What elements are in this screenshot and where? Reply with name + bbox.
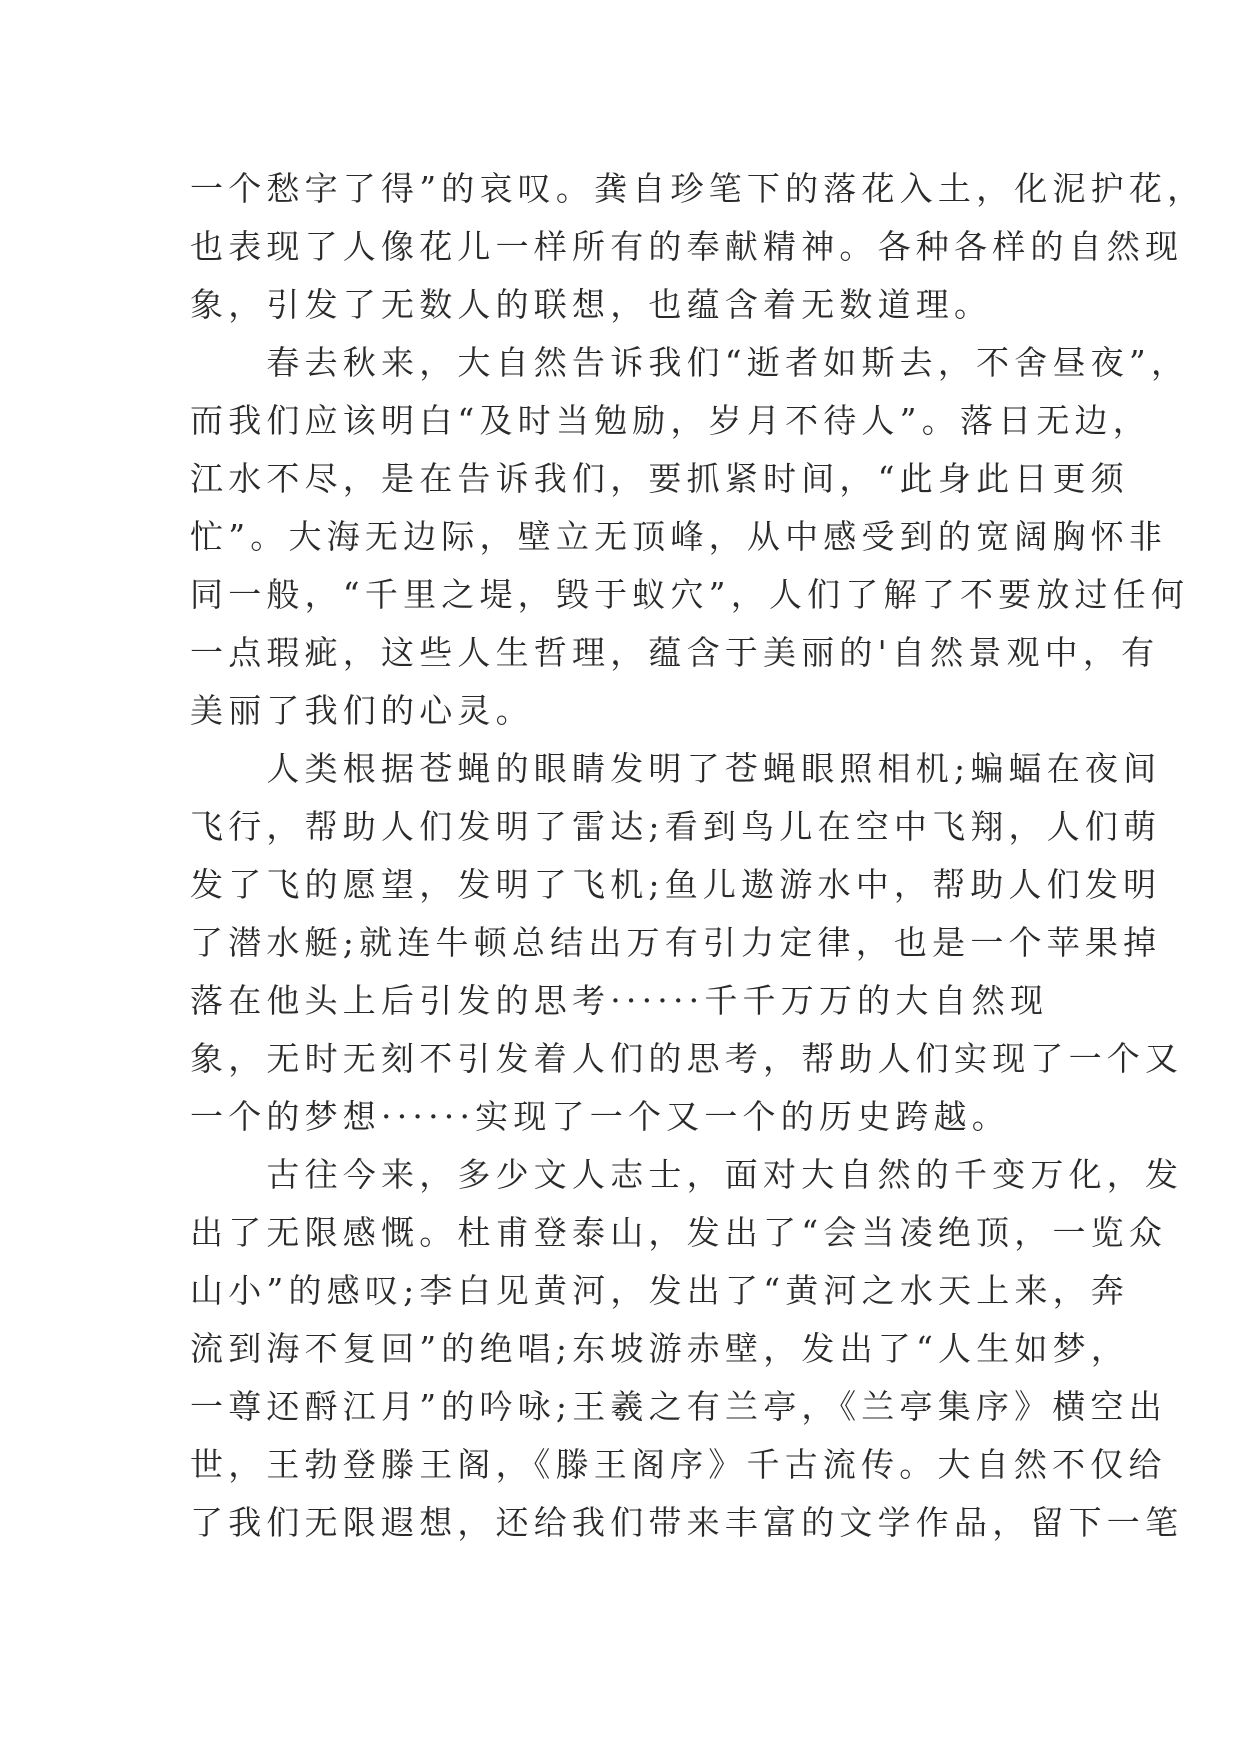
text-line: 春去秋来，大自然告诉我们“逝者如斯去，不舍昼夜”， (190, 343, 1190, 382)
text-line: 同一般，“千里之堤，毁于蚁穴”，人们了解了不要放过任何 (190, 575, 1190, 614)
text-line: 流到海不复回”的绝唱;东坡游赤壁，发出了“人生如梦， (190, 1329, 1130, 1368)
text-line: 飞行，帮助人们发明了雷达;看到鸟儿在空中飞翔，人们萌 (190, 807, 1162, 846)
text-line: 也表现了人像花儿一样所有的奉献精神。各种各样的自然现 (190, 227, 1184, 266)
text-line: 落在他头上后引发的思考······千千万万的大自然现 (190, 981, 1049, 1020)
text-line: 一点瑕疵，这些人生哲理，蕴含于美丽的'自然景观中，有 (190, 633, 1160, 672)
text-line: 象，引发了无数人的联想，也蕴含着无数道理。 (190, 285, 993, 324)
text-line: 人类根据苍蝇的眼睛发明了苍蝇眼照相机;蝙蝠在夜间 (190, 749, 1162, 788)
text-line: 而我们应该明白“及时当勉励，岁月不待人”。落日无边， (190, 401, 1151, 440)
text-line: 了潜水艇;就连牛顿总结出万有引力定律，也是一个苹果掉 (190, 923, 1162, 962)
body-text (190, 160, 1206, 1552)
text-line: 忙”。大海无边际，壁立无顶峰，从中感受到的宽阔胸怀非 (190, 517, 1168, 556)
text-line: 山小”的感叹;李白见黄河，发出了“黄河之水天上来，奔 (190, 1271, 1130, 1310)
text-line: 一个的梦想······实现了一个又一个的历史跨越。 (190, 1097, 1010, 1136)
text-line: 世，王勃登滕王阁，《滕王阁序》千古流传。大自然不仅给 (190, 1445, 1167, 1484)
text-line: 古往今来，多少文人志士，面对大自然的千变万化，发 (190, 1155, 1184, 1194)
text-line: 发了飞的愿望，发明了飞机;鱼儿遨游水中，帮助人们发明 (190, 865, 1162, 904)
text-line: 出了无限感慨。杜甫登泰山，发出了“会当凌绝顶，一览众 (190, 1213, 1168, 1252)
text-line: 一尊还酹江月”的吟咏;王羲之有兰亭，《兰亭集序》横空出 (190, 1387, 1167, 1426)
text-line: 一个愁字了得”的哀叹。龚自珍笔下的落花入土，化泥护花， (190, 169, 1206, 208)
text-line: 了我们无限遐想，还给我们带来丰富的文学作品，留下一笔 (190, 1503, 1184, 1542)
text-line: 象，无时无刻不引发着人们的思考，帮助人们实现了一个又 (190, 1039, 1184, 1078)
text-line: 美丽了我们的心灵。 (190, 691, 534, 730)
text-line: 江水不尽，是在告诉我们，要抓紧时间，“此身此日更须 (190, 459, 1129, 498)
